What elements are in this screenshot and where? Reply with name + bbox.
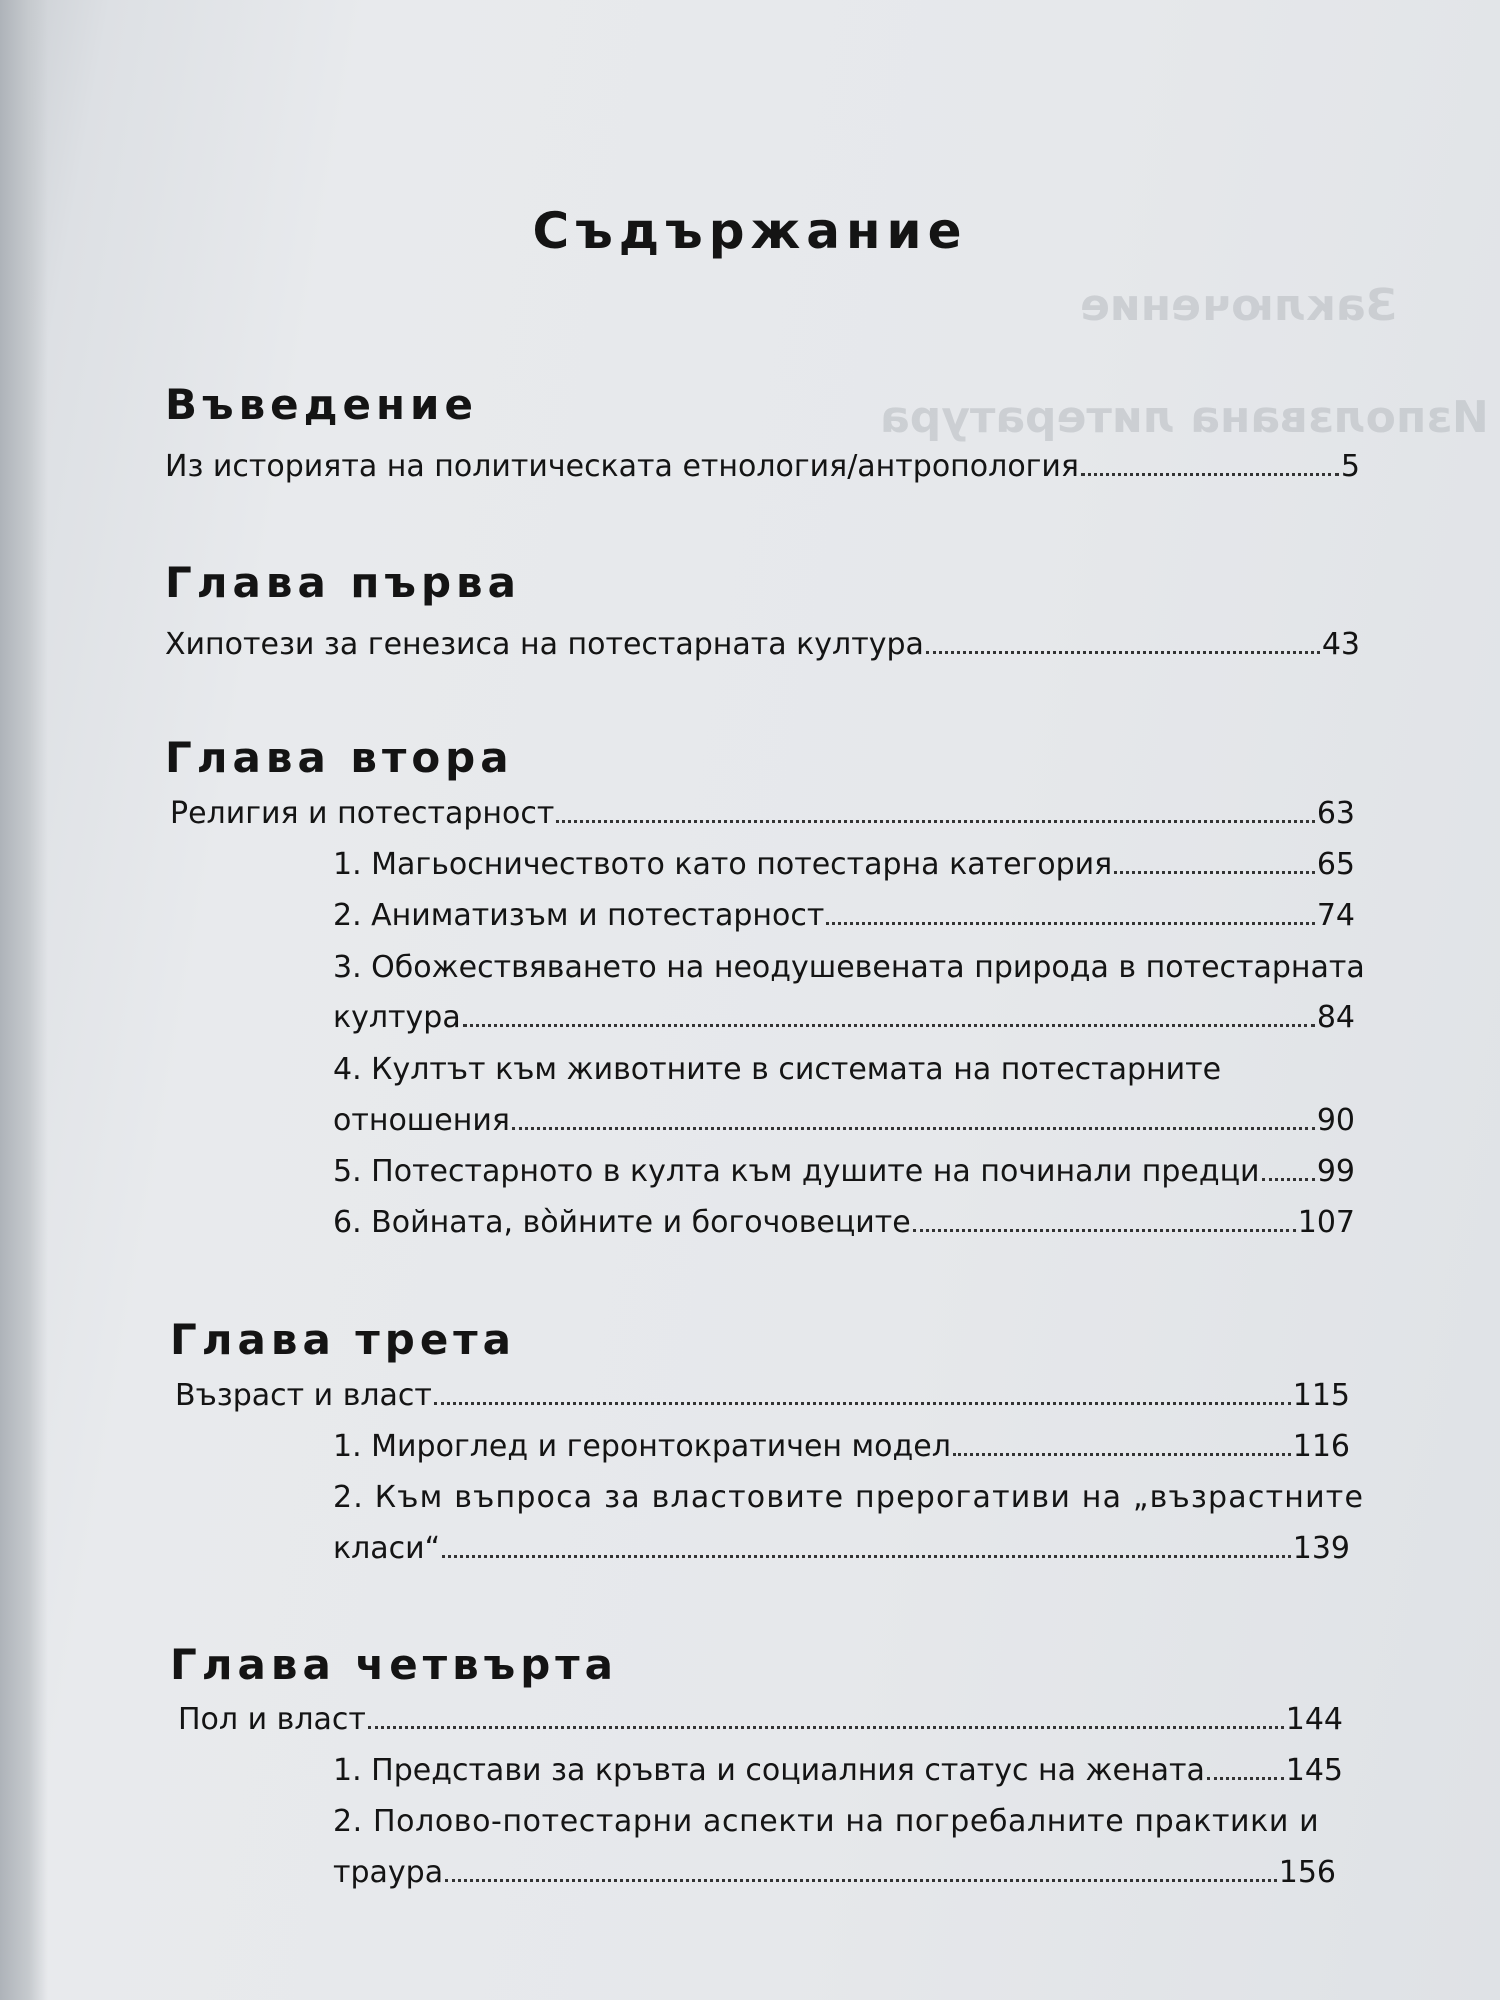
- toc-entry[interactable]: [165, 627, 1360, 663]
- toc-entry[interactable]: [333, 898, 1355, 934]
- toc-entry[interactable]: [333, 1103, 1355, 1139]
- toc-entry-page: 156: [1278, 1855, 1336, 1890]
- section-heading-chapter-1: Глава първа: [165, 558, 521, 607]
- toc-entry-page: 74: [1316, 898, 1355, 933]
- toc-entry-page: 116: [1292, 1429, 1350, 1464]
- toc-entry-label: 1. Представи за кръвта и социалния статус на жената: [333, 1753, 1205, 1788]
- toc-entry-page: 145: [1285, 1753, 1343, 1788]
- leader-dots: [926, 650, 1320, 654]
- leader-dots: [434, 1401, 1291, 1405]
- bleed-through-text-2: Използвана литература: [880, 392, 1489, 443]
- toc-entry-page: 144: [1285, 1702, 1343, 1737]
- toc-entry-page: 115: [1292, 1378, 1350, 1413]
- toc-entry[interactable]: [333, 1205, 1355, 1241]
- leader-dots: [826, 921, 1314, 925]
- toc-entry[interactable]: [333, 1531, 1350, 1567]
- toc-entry-label: Религия и потестарност: [170, 796, 555, 831]
- toc-entry-label: култура: [333, 1000, 461, 1035]
- toc-entry-page: 139: [1292, 1531, 1350, 1566]
- toc-entry-page: 107: [1297, 1205, 1355, 1240]
- page-title: Съдържание: [532, 202, 968, 260]
- leader-dots: [1207, 1776, 1284, 1780]
- toc-entry[interactable]: [170, 796, 1355, 832]
- leader-dots: [1081, 472, 1339, 476]
- toc-entry[interactable]: [333, 1000, 1355, 1036]
- toc-entry-label: траура: [333, 1855, 444, 1890]
- section-heading-chapter-4: Глава четвърта: [170, 1640, 618, 1689]
- leader-dots: [442, 1554, 1291, 1558]
- toc-entry-page: 84: [1316, 1000, 1355, 1035]
- bleed-through-text-1: Заключение: [1080, 280, 1397, 331]
- toc-entry-label: 5. Потестарното в култа към душите на починали предци: [333, 1154, 1260, 1189]
- toc-entry-label: Пол и власт: [178, 1702, 366, 1737]
- toc-entry[interactable]: [333, 1753, 1343, 1789]
- leader-dots: [1262, 1177, 1315, 1181]
- leader-dots: [953, 1452, 1291, 1456]
- toc-entry-label-line1: 2. Към въпроса за властовите прерогативи на „възрастните: [333, 1480, 1365, 1515]
- toc-entry-label: отношения: [333, 1103, 510, 1138]
- toc-entry-page: 5: [1340, 449, 1360, 484]
- toc-entry-page: 99: [1316, 1154, 1355, 1189]
- toc-entry-label: класи“: [333, 1531, 441, 1566]
- toc-entry-label-line1: 2. Полово-потестарни аспекти на погребалните практики и: [333, 1804, 1320, 1839]
- toc-entry[interactable]: [333, 1429, 1350, 1465]
- toc-entry-label: 1. Магьосничеството като потестарна категория: [333, 847, 1113, 882]
- leader-dots: [512, 1126, 1315, 1130]
- toc-entry-label: Из историята на политическата етнология/антропология: [165, 449, 1079, 484]
- toc-entry-page: 90: [1316, 1103, 1355, 1138]
- toc-entry-page: 43: [1321, 627, 1360, 662]
- leader-dots: [1114, 870, 1315, 874]
- toc-entry[interactable]: [333, 1154, 1355, 1190]
- toc-entry-label-line1: 4. Култът към животните в системата на потестарните: [333, 1052, 1222, 1087]
- toc-entry-label-line1: 3. Обожествяването на неодушевената природа в потестарната: [333, 950, 1365, 985]
- toc-entry-label: 6. Войната, вòйните и богочовеците: [333, 1205, 911, 1240]
- section-heading-chapter-3: Глава трета: [170, 1315, 516, 1364]
- leader-dots: [463, 1023, 1315, 1027]
- toc-entry[interactable]: [333, 1855, 1336, 1891]
- toc-entry-page: 65: [1316, 847, 1355, 882]
- leader-dots: [556, 819, 1314, 823]
- section-heading-chapter-2: Глава втора: [165, 733, 514, 782]
- leader-dots: [445, 1878, 1277, 1882]
- toc-entry[interactable]: [333, 847, 1355, 883]
- section-heading-introduction: Въведение: [165, 380, 478, 429]
- leader-dots: [368, 1725, 1284, 1729]
- toc-entry-page: 63: [1316, 796, 1355, 831]
- toc-entry[interactable]: [165, 449, 1360, 485]
- toc-entry[interactable]: [178, 1702, 1343, 1738]
- toc-entry[interactable]: [175, 1378, 1350, 1414]
- toc-entry-label: 2. Аниматизъм и потестарност: [333, 898, 825, 933]
- toc-entry-label: 1. Мироглед и геронтократичен модел: [333, 1429, 951, 1464]
- leader-dots: [913, 1228, 1296, 1232]
- toc-entry-label: Възраст и власт: [175, 1378, 432, 1413]
- toc-entry-label: Хипотези за генезиса на потестарната култура: [165, 627, 924, 662]
